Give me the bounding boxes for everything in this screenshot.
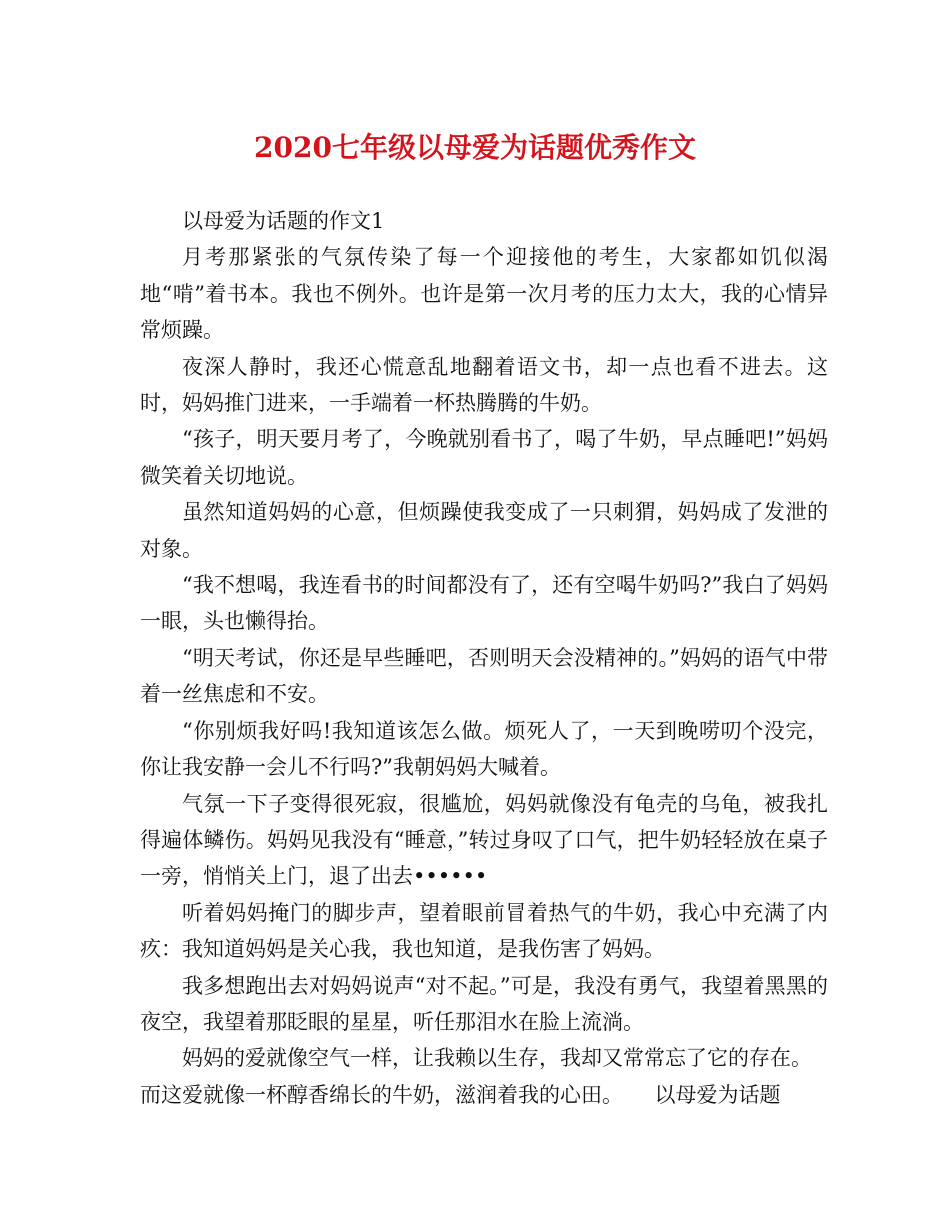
paragraph: 月考那紧张的气氛传染了每一个迎接他的考生，大家都如饥似渴地“啃”着书本。我也不例外。也许是第一次月考的压力太大，我的心情异常烦躁。 (140, 245, 828, 343)
paragraph: “我不想喝，我连看书的时间都没有了，还有空喝牛奶吗?”我白了妈妈一眼，头也懒得抬。 (140, 573, 828, 634)
document-title: 2020七年级以母爱为话题优秀作文 (254, 131, 696, 164)
paragraph: 妈妈的爱就像空气一样，让我赖以生存，我却又常常忘了它的存在。而这爱就像一杯醇香绵长的牛奶，滋润着我的心田。 以母爱为话题 (140, 1046, 812, 1107)
paragraph: “你别烦我好吗!我知道该怎么做。烦死人了，一天到晚唠叨个没完，你让我安静一会儿不行吗?”我朝妈妈大喊着。 (140, 718, 828, 780)
paragraph: 虽然知道妈妈的心意，但烦躁使我变成了一只刺猬，妈妈成了发泄的对象。 (140, 500, 828, 561)
paragraph: 我多想跑出去对妈妈说声“对不起。”可是，我没有勇气，我望着黑黑的夜空，我望着那眨眼的星星，听任那泪水在脸上流淌。 (140, 973, 828, 1034)
essay-heading: 以母爱为话题的作文1 (182, 209, 385, 233)
paragraph: 夜深人静时，我还心慌意乱地翻着语文书，却一点也看不进去。这时，妈妈推门进来，一手端着一杯热腾腾的牛奶。 (140, 354, 828, 416)
paragraph: 气氛一下子变得很死寂，很尴尬，妈妈就像没有龟壳的乌龟，被我扎得遍体鳞伤。妈妈见我没有“睡意，”转过身叹了口气，把牛奶轻轻放在桌子一旁，悄悄关上门，退了出去•••••• (140, 791, 828, 889)
document-body (140, 203, 828, 1113)
paragraph: “孩子，明天要月考了，今晚就别看书了，喝了牛奶，早点睡吧!”妈妈微笑着关切地说。 (140, 427, 828, 488)
paragraph: “明天考试，你还是早些睡吧，否则明天会没精神的。”妈妈的语气中带着一丝焦虑和不安。 (140, 645, 828, 707)
paragraph: 听着妈妈掩门的脚步声，望着眼前冒着热气的牛奶，我心中充满了内疚：我知道妈妈是关心我，我也知道，是我伤害了妈妈。 (140, 900, 828, 962)
